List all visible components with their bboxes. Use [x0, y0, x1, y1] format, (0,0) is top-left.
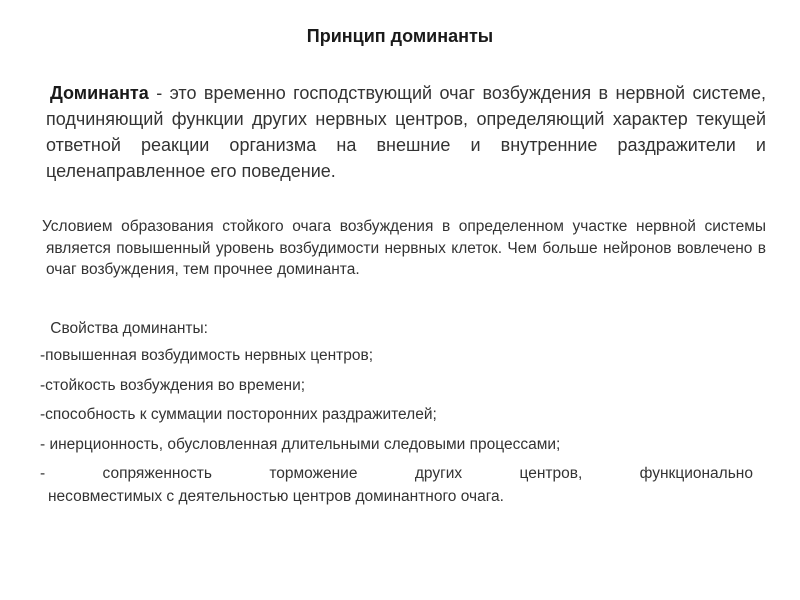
- properties-heading: [36, 319, 756, 339]
- list-item: -повышенная возбудимость нервных центров;: [40, 347, 374, 364]
- list-item-conjugation: [40, 462, 753, 508]
- word: торможение: [269, 465, 358, 482]
- definition-paragraph: [33, 80, 766, 184]
- condition-text: Условием образования стойкого очага возбуждения в определенном участке нервной системы является повышенный уровень возбудимости нервных клеток. Чем больше нейронов вовлечено в очаг возбуждения, тем прочнее доминанта.: [42, 218, 766, 278]
- list-item: - инерционность, обусловленная длительными следовыми процессами;: [40, 435, 561, 453]
- slide-title: Принцип доминанты: [306, 26, 494, 46]
- word: других: [414, 465, 463, 482]
- list-item: -стойкость возбуждения во времени;: [40, 376, 306, 394]
- word: центров,: [519, 465, 583, 482]
- condition-paragraph: [30, 216, 766, 281]
- list-item-line: [40, 462, 753, 485]
- list-item: -способность к суммации посторонних раздражителей;: [40, 406, 437, 423]
- word: -: [40, 465, 46, 482]
- list-item-line: несовместимых с деятельностью центров доминантного очага.: [48, 488, 504, 505]
- definition-text: - это временно господствующий очаг возбуждения в нервной системе, подчиняющий функции других нервных центров, определяющий характер текущей ответной реакции организма на внешние и внутренние раздражители и целенаправленное его поведение.: [46, 83, 766, 181]
- properties-list: [40, 346, 756, 464]
- word: функционально: [639, 465, 753, 482]
- definition-term: Доминанта: [50, 83, 149, 103]
- properties-heading-text: Свойства доминанты:: [46, 320, 208, 337]
- word: сопряженность: [102, 465, 212, 482]
